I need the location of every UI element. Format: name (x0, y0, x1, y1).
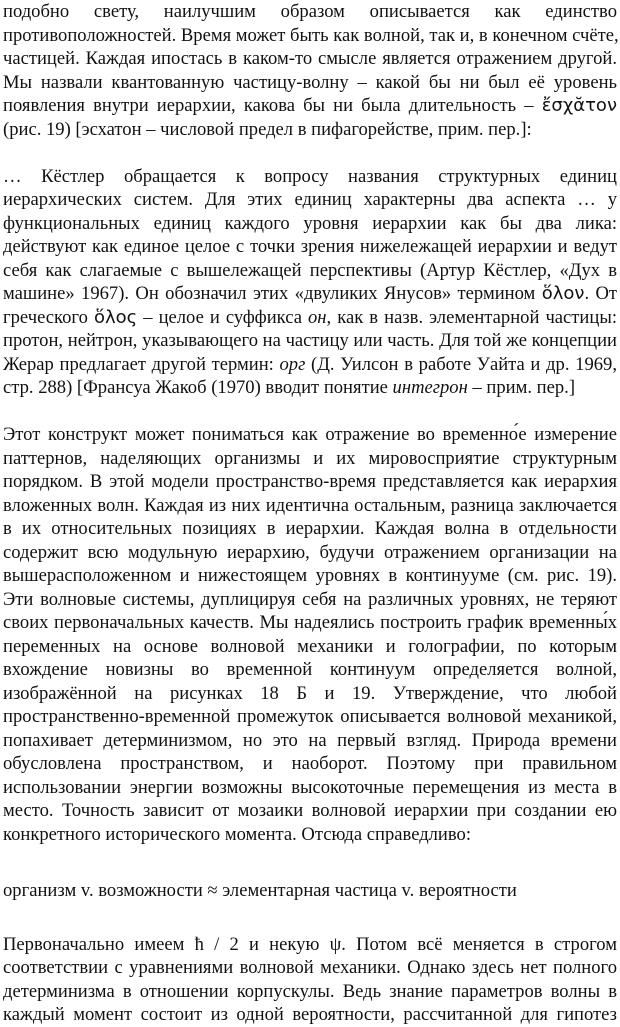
text-line (3, 729, 617, 753)
text-run: пространственно-временной промежуток описывается волновой механикой, (3, 706, 617, 727)
paragraph-4 (3, 933, 617, 1027)
text-line (3, 329, 617, 353)
text-run: Жерар предлагает другой термин: (3, 353, 280, 375)
text-line (3, 235, 617, 259)
text-run: порядком. В этой модели пространство-время представляется как иерархия (3, 471, 617, 492)
text-line (3, 776, 617, 800)
text-line (3, 752, 617, 776)
text-run: в их относительных позициях в иерархии. Каждая волна в отдельности (3, 518, 617, 539)
text-line (3, 165, 617, 189)
greek-term: ἔσχᾰτον (541, 95, 617, 116)
text-run: машине» 1967). Он обозначил этих «двуликих Янусов» термином (3, 283, 542, 304)
text-run: Мы назвали квантованную частицу-волну – какой бы ни был её уровень (3, 71, 617, 93)
text-run: вложенных волн. Каждая из них идентична остальным, разница заключается (3, 494, 617, 516)
text-run: функциональных единиц каждого уровня иерархии как бы два лика: (3, 212, 617, 234)
text-run: своих первоначальных качеств. Мы надеялись построить график временны́х (3, 612, 617, 633)
text-line (3, 447, 617, 471)
text-run: использовании энергии возможны высокоточные перемещения из места в (3, 776, 617, 798)
text-line (3, 47, 617, 71)
text-run: вышерасположенном и нижестоящем уровнях в континууме (см. рис. 19). (3, 565, 617, 586)
text-line (3, 24, 617, 48)
text-run: , как в назв. элементарной частицы: (326, 306, 617, 328)
text-run: (рис. 19) [эсхатон – числовой предел в пифагорействе, прим. пер.]: (3, 118, 532, 140)
text-line (3, 705, 617, 729)
text-line (3, 470, 617, 494)
formula-line: организм v. возможности ≈ элементарная частица v. вероятности (3, 880, 517, 901)
text-run: действуют как единое целое с точки зрения нижележащей иерархии и ведут (3, 236, 617, 257)
document-page (3, 0, 617, 1027)
text-line (3, 494, 617, 518)
text-line (3, 376, 617, 400)
text-run: изображённой на рисунках 18 Б и 19. Утверждение, что любой (3, 682, 617, 704)
text-line (3, 0, 617, 24)
text-line (3, 980, 617, 1004)
italic-term: орг (279, 353, 306, 375)
text-line (3, 799, 617, 823)
text-line (3, 564, 617, 588)
greek-term: ὅλος (93, 306, 138, 328)
text-line (3, 353, 617, 377)
text-line (3, 94, 617, 118)
text-line (3, 588, 617, 612)
text-run: … Кёстлер обращается к вопросу названия структурных единиц (3, 165, 617, 187)
text-line (3, 635, 617, 659)
text-line (3, 823, 617, 847)
text-line (3, 212, 617, 236)
text-run: подобно свету, наилучшим образом описывается как единство (3, 1, 617, 22)
text-run: появления внутри иерархии, какова бы ни была длительность – (3, 95, 542, 116)
text-run: соответствии с уравнениями волновой механики. Однако здесь нет полного (3, 957, 617, 978)
text-line (3, 956, 617, 980)
paragraph-3 (3, 423, 617, 846)
paragraph-2-koestler-quote (3, 165, 617, 400)
text-line (3, 933, 617, 957)
text-line (3, 259, 617, 283)
paragraph-gap (3, 903, 617, 933)
text-run: конкретного исторического момента. Отсюда справедливо: (3, 823, 472, 845)
text-run: детерминизма в отношении корпускулы. Ведь знание параметров волны в (3, 980, 617, 1002)
italic-term: интегрон (392, 377, 468, 398)
paragraph-gap (3, 846, 617, 879)
text-run: Эти волновые системы, дуплицируя себя на различных уровнях, не теряют (3, 588, 617, 610)
text-run: Первоначально имеем ħ / 2 и некую ψ. Потом всё меняется в строгом (3, 933, 617, 955)
text-run: – прим. пер.] (467, 377, 576, 398)
text-line (3, 71, 617, 95)
text-run: – целое и суффикса (137, 306, 308, 328)
text-run: каждый момент состоит из одной вероятности, рассчитанной для гипотез (3, 1004, 617, 1025)
text-run: противоположностей. Время может быть как волной, так и, в конечном счёте, (3, 24, 619, 46)
paragraph-gap (3, 141, 617, 165)
text-line (3, 282, 617, 306)
text-run: вхождение новизны во временной континуум определяется волной, (3, 659, 617, 680)
text-line (3, 306, 617, 330)
text-run: (Д. Уилсон в работе Уайта и др. 1969, (305, 353, 617, 375)
text-line (3, 682, 617, 706)
text-run: себя как слагаемые с вышележащей перспективы (Артур Кёстлер, «Дух в (3, 259, 617, 281)
paragraph-gap (3, 400, 617, 424)
text-run: частицей. Каждая ипостась в каком-то смысле является отражением другой. (3, 48, 617, 69)
greek-term: ὅλον (541, 283, 585, 304)
text-line (3, 118, 617, 142)
text-run: греческого (3, 306, 94, 328)
text-run: иерархических систем. Для этих единиц характерны два аспекта … у (3, 189, 617, 210)
text-run: переменных на основе волновой механики и голографии, по которым (3, 635, 617, 657)
text-run: обусловлена пространством, и наоборот. Поэтому при правильном (3, 753, 617, 774)
text-line (3, 188, 617, 212)
text-line (3, 423, 617, 447)
text-run: . От (584, 283, 618, 304)
text-line (3, 658, 617, 682)
text-run: стр. 288) [Франсуа Жакоб (1970) вводит понятие (3, 377, 393, 398)
text-run: место. Точность зависит от мозаики волновой иерархии при создании ею (3, 800, 617, 821)
text-run: содержит всю модульную иерархию, будучи отражением организации на (3, 541, 617, 563)
text-run: паттернов, наделяющих организмы и их мировосприятие структурным (3, 447, 617, 469)
text-run: протон, нейтрон, указывающего на частицу или часть. Для той же концепции (3, 330, 617, 351)
paragraph-1 (3, 0, 617, 141)
text-line (3, 541, 617, 565)
text-run: попахивает детерминизмом, но это на первый взгляд. Природа времени (3, 729, 617, 751)
text-line (3, 611, 617, 635)
text-line (3, 517, 617, 541)
text-run: Этот конструкт может пониматься как отражение во временно́е измерение (3, 424, 617, 445)
text-line (3, 1003, 617, 1027)
italic-term: он (308, 306, 327, 328)
